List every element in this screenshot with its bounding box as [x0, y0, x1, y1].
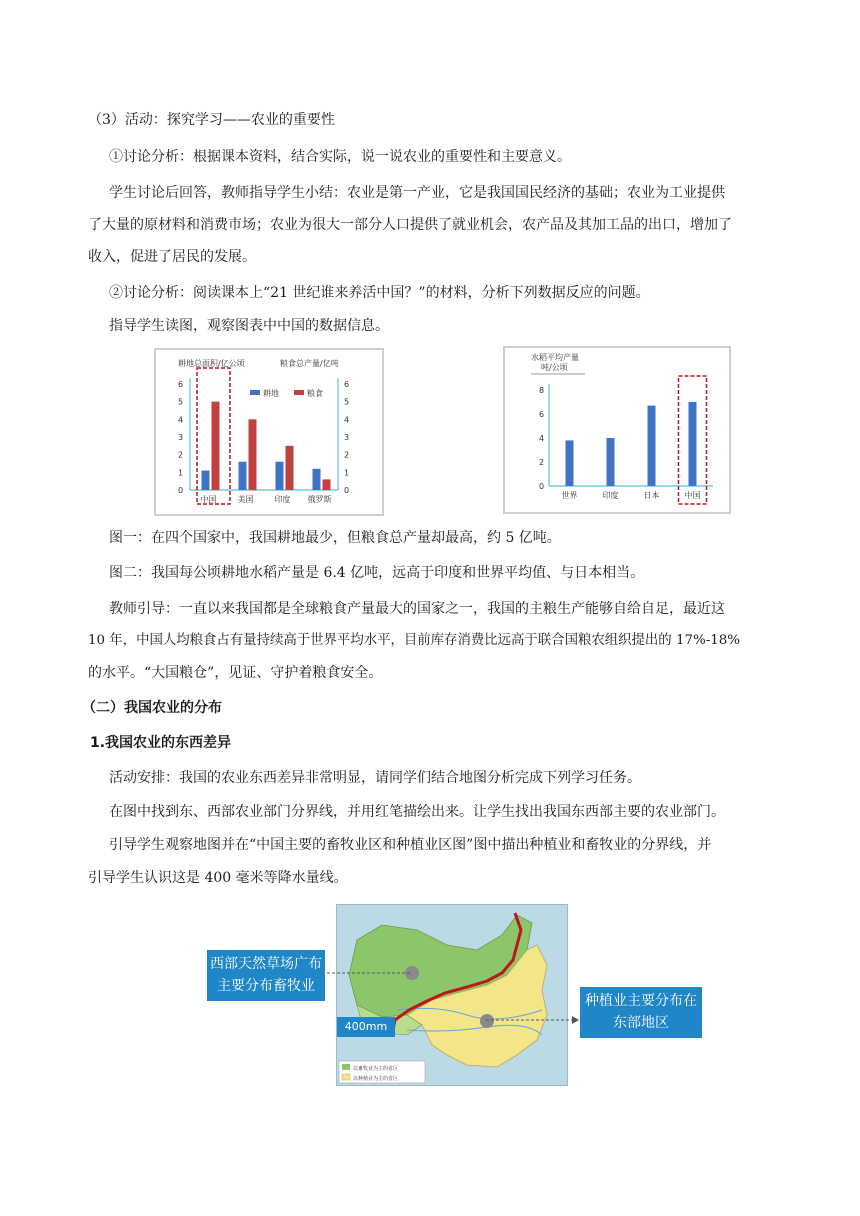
chart-1-category-label: 印度	[274, 495, 291, 504]
chart-1-left-tick: 4	[178, 415, 184, 425]
discussion-2: ②讨论分析：阅读课本上“21 世纪谁来养活中国？”的材料，分析下列数据反应的问题。	[109, 285, 650, 301]
chart-2-category-label: 中国	[684, 491, 701, 500]
chart-2-axis-label: 水稻平均产量	[531, 353, 579, 362]
chart-1-right-tick: 2	[344, 450, 350, 460]
chart-1-right-tick: 5	[344, 397, 350, 407]
teacher-guide-2: 10 年，中国人均粮食占有量持续高于世界平均水平，目前库存消费比远高于联合国粮农组织提出的 17%-18%	[88, 633, 741, 648]
chart-1-left-tick: 2	[178, 450, 184, 460]
chart-1-left-tick: 5	[178, 397, 184, 407]
east-callout-line1: 种植业主要分布在	[585, 993, 697, 1009]
chart-2-category-label: 世界	[561, 491, 578, 500]
chart-1-right-axis-label: 粮食总产量/亿吨	[280, 359, 339, 368]
chart-2-tick: 6	[539, 410, 545, 419]
west-callout-line1: 西部天然草场广布	[210, 956, 322, 972]
chart-1-category-label: 俄罗斯	[307, 495, 332, 504]
chart-2-category-label: 日本	[643, 491, 660, 500]
chart-2-tick: 8	[539, 386, 545, 395]
east-callout-line2: 东部地区	[613, 1015, 669, 1031]
chart-1-left-tick: 6	[178, 380, 184, 389]
right-arrowhead	[572, 1016, 579, 1024]
chart-2-tick: 0	[539, 482, 545, 491]
chart-1-left-axis-label: 耕地总面积/亿公顷	[178, 359, 245, 368]
chart-2-category-label: 印度	[602, 491, 619, 500]
chart-1-left-tick: 0	[178, 486, 184, 495]
subsection-heading: 1.我国农业的东西差异	[90, 735, 232, 751]
paragraph-summary-3: 收入，促进了居民的发展。	[88, 249, 256, 265]
chart-1-right-tick: 6	[344, 380, 350, 389]
chart-1-right-tick: 3	[344, 433, 350, 442]
chart-1-category-label: 美国	[237, 495, 254, 504]
west-callout-line2: 主要分布畜牧业	[217, 978, 315, 994]
chart-1-legend-label: 粮食	[307, 389, 323, 398]
chart-1-legend-label: 耕地	[263, 389, 279, 398]
paragraph-summary-2: 了大量的原材料和消费市场；农业为很大一部分人口提供了就业机会，农产品及其加工品的出口，增加了	[88, 217, 732, 233]
chart-1-right-tick: 0	[344, 486, 350, 495]
chart-2-tick: 4	[539, 434, 545, 443]
chart-1-left-tick: 3	[178, 433, 184, 442]
task-instruction: 在图中找到东、西部农业部门分界线，并用红笔描绘出来。让学生找出我国东西部主要的农业部门。	[109, 804, 725, 820]
legend-crop-label: 以种植业为主的省区	[353, 1076, 399, 1082]
guide-line-1: 引导学生观察地图并在“中国主要的畜牧业区和种植业区图”图中描出种植业和畜牧业的分界线，并	[109, 837, 712, 853]
east-callout	[580, 987, 702, 1038]
figure-2-note: 图二：我国每公顷耕地水稻产量是 6.4 亿吨，远高于印度和世界平均值、与日本相当。	[109, 565, 645, 581]
teacher-guide-3: 的水平。“大国粮仓”，见证、守护着粮食安全。	[88, 665, 383, 681]
chart-2-tick: 2	[539, 458, 545, 467]
discussion-1: ①讨论分析：根据课本资料，结合实际，说一说农业的重要性和主要意义。	[109, 149, 571, 165]
chart-1-right-tick: 4	[344, 415, 350, 425]
chart-1-left-tick: 1	[178, 468, 184, 478]
reading-guide: 指导学生读图，观察图表中中国的数据信息。	[109, 318, 389, 334]
legend-pastoral-label: 以畜牧业为主的省区	[353, 1066, 399, 1072]
teacher-guide-1: 教师引导：一直以来我国都是全球粮食产量最大的国家之一，我国的主粮生产能够自给自足，最近这	[109, 601, 725, 617]
section-heading: （二）我国农业的分布	[82, 700, 222, 716]
paragraph-summary-1: 学生讨论后回答，教师指导学生小结：农业是第一产业，它是我国国民经济的基础；农业为工业提供	[109, 185, 725, 201]
chart-2-axis-unit: 吨/公顷	[541, 363, 568, 372]
activity-heading: （3）活动：探究学习——农业的重要性	[88, 112, 335, 128]
chart-1-category-label: 中国	[200, 495, 217, 504]
guide-line-2: 引导学生认识这是 400 毫米等降水量线。	[88, 870, 348, 886]
figure-1-note: 图一：在四个国家中，我国耕地最少，但粮食总产量却最高，约 5 亿吨。	[109, 530, 561, 546]
line-label-400mm: 400mm	[337, 1017, 395, 1037]
west-callout	[207, 950, 325, 1001]
chart-1-right-tick: 1	[344, 468, 350, 478]
activity-arrangement: 活动安排：我国的农业东西差异非常明显，请同学们结合地图分析完成下列学习任务。	[109, 770, 641, 786]
